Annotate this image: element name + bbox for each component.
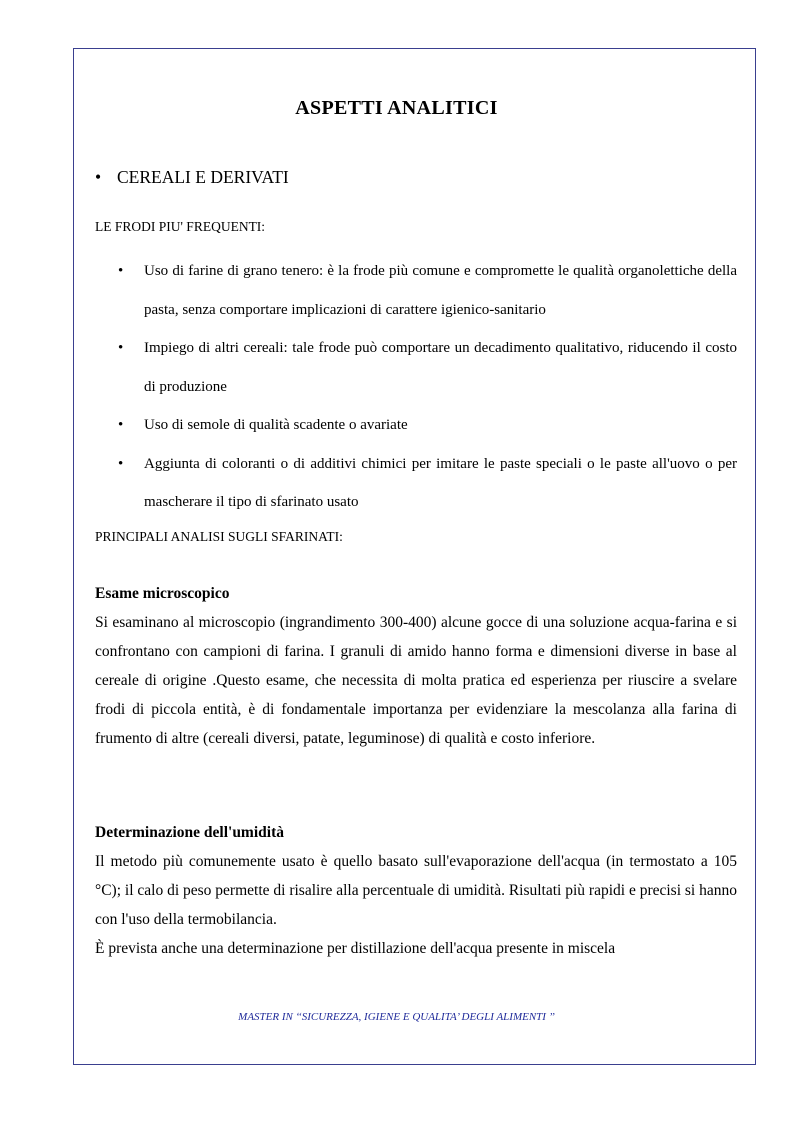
bullet-icon: • bbox=[118, 455, 124, 472]
page-title: ASPETTI ANALITICI bbox=[295, 97, 498, 119]
bullet-icon: • bbox=[118, 263, 124, 279]
bullet-icon: • bbox=[118, 417, 124, 433]
frauds-label: LE FRODI PIU' FREQUENTI: bbox=[95, 219, 266, 234]
frauds-list bbox=[118, 252, 737, 522]
humidity-section bbox=[95, 818, 737, 963]
microscopic-heading: Esame microscopico bbox=[95, 585, 230, 602]
analyses-label: PRINCIPALI ANALISI SUGLI SFARINATI: bbox=[95, 529, 343, 544]
section-heading bbox=[95, 167, 289, 188]
microscopic-section bbox=[95, 579, 737, 753]
humidity-text: Il metodo più comunemente usato è quello basato sull'evaporazione dell'acqua (in termostato a 105 °C); il calo di peso permette di risalire alla percentuale di umidità. Risultati più rapidi e precisi si hanno con l'uso della termobilancia. bbox=[95, 853, 737, 928]
page-footer: MASTER IN ‘‘SICUREZZA, IGIENE E QUALITA’ DEGLI ALIMENTI ’’ bbox=[238, 1011, 555, 1023]
humidity-heading: Determinazione dell'umidità bbox=[95, 824, 284, 841]
microscopic-text: Si esaminano al microscopio (ingrandimento 300-400) alcune gocce di una soluzione acqua-farina e si confrontano con campioni di farina. I granuli di amido hanno forma e dimensioni diverse in base al cereale di origine .Questo esame, che necessita di molta pratica ed esperienza per riuscire a svelare frodi di piccola entità, è di fondamentale importanza per evidenziare la mescolanza alla farina di frumento di altre (cereali diversi, patate, leguminose) di qualità e costo inferiore. bbox=[95, 614, 737, 747]
humidity-text-continued: È prevista anche una determinazione per distillazione dell'acqua presente in miscela bbox=[95, 940, 616, 957]
section-bullet: • bbox=[95, 167, 102, 187]
section-heading-text: CEREALI E DERIVATI bbox=[117, 167, 289, 187]
bullet-icon: • bbox=[118, 340, 124, 356]
list-item: • Uso di farine di grano tenero: è la frode più comune e compromette le qualità organolettiche della pasta, senza comportare implicazioni di carattere igienico-sanitario bbox=[118, 252, 737, 329]
list-item: • Aggiunta di coloranti o di additivi chimici per imitare le paste speciali o le paste all'uovo o per mascherare il tipo di sfarinato usato bbox=[118, 445, 737, 522]
list-item: • Impiego di altri cereali: tale frode può comportare un decadimento qualitativo, riducendo il costo di produzione bbox=[118, 329, 737, 406]
list-item: • Uso di semole di qualità scadente o avariate bbox=[118, 406, 737, 445]
